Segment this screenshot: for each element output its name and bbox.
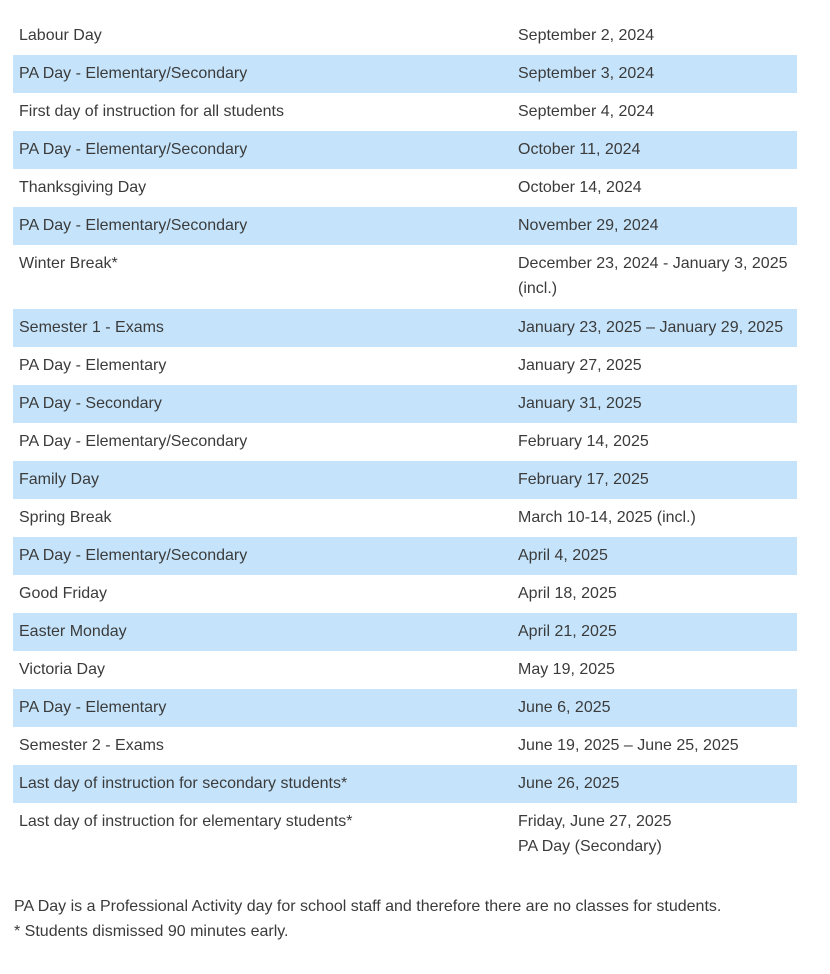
event-name: Last day of instruction for secondary students* <box>19 775 348 792</box>
calendar-row <box>13 309 797 347</box>
event-date: January 31, 2025 <box>518 395 642 412</box>
event-date-cell <box>512 803 797 867</box>
event-date-cell <box>512 727 797 765</box>
event-name: PA Day - Elementary/Secondary <box>19 547 248 564</box>
event-date: February 17, 2025 <box>518 471 649 488</box>
calendar-row <box>13 651 797 689</box>
calendar-row <box>13 93 797 131</box>
calendar-row <box>13 499 797 537</box>
event-name: PA Day - Elementary/Secondary <box>19 433 248 450</box>
event-name: PA Day - Elementary/Secondary <box>19 65 248 82</box>
event-date: September 4, 2024 <box>518 103 655 120</box>
event-name: PA Day - Elementary <box>19 357 167 374</box>
event-date-cell <box>512 765 797 803</box>
early-dismissal-note: * Students dismissed 90 minutes early. <box>14 923 289 940</box>
event-date-detail: (incl.) <box>518 280 558 297</box>
event-name: PA Day - Secondary <box>19 395 162 412</box>
event-date-cell <box>512 55 797 93</box>
event-date: June 19, 2025 – June 25, 2025 <box>518 737 739 754</box>
calendar-row <box>13 17 797 55</box>
event-date: September 3, 2024 <box>518 65 655 82</box>
event-name: Good Friday <box>19 585 108 602</box>
calendar-row <box>13 245 797 309</box>
event-name: Labour Day <box>19 27 102 44</box>
calendar-body <box>13 17 797 867</box>
calendar-row <box>13 537 797 575</box>
event-name: Spring Break <box>19 509 112 526</box>
event-date-cell <box>512 461 797 499</box>
school-calendar-table <box>13 17 797 867</box>
calendar-row <box>13 575 797 613</box>
calendar-row <box>13 207 797 245</box>
calendar-row <box>13 727 797 765</box>
event-date: October 14, 2024 <box>518 179 642 196</box>
event-date: November 29, 2024 <box>518 217 659 234</box>
event-date: February 14, 2025 <box>518 433 649 450</box>
event-name: Winter Break* <box>19 255 118 272</box>
event-name: Last day of instruction for elementary students* <box>19 813 353 830</box>
calendar-row <box>13 131 797 169</box>
event-date: Friday, June 27, 2025 <box>518 813 672 830</box>
event-name: Semester 2 - Exams <box>19 737 164 754</box>
event-date-cell <box>512 423 797 461</box>
event-date-cell <box>512 245 797 309</box>
event-date-cell <box>512 169 797 207</box>
event-name: Thanksgiving Day <box>19 179 147 196</box>
calendar-row <box>13 765 797 803</box>
event-date-cell <box>512 651 797 689</box>
event-date: January 27, 2025 <box>518 357 642 374</box>
calendar-row <box>13 423 797 461</box>
event-date: January 23, 2025 – January 29, 2025 <box>518 319 784 336</box>
event-name: Victoria Day <box>19 661 105 678</box>
event-date-cell <box>512 309 797 347</box>
event-name: Easter Monday <box>19 623 127 640</box>
event-date-cell <box>512 499 797 537</box>
event-date-detail: PA Day (Secondary) <box>518 838 662 855</box>
event-date-cell <box>512 537 797 575</box>
event-name: First day of instruction for all students <box>19 103 284 120</box>
event-name: PA Day - Elementary/Secondary <box>19 217 248 234</box>
event-date: April 21, 2025 <box>518 623 617 640</box>
event-date: June 6, 2025 <box>518 699 611 716</box>
event-date-cell <box>512 575 797 613</box>
event-date-cell <box>512 93 797 131</box>
event-date-cell <box>512 613 797 651</box>
event-date: June 26, 2025 <box>518 775 620 792</box>
calendar-row <box>13 803 797 867</box>
footnotes <box>14 894 721 944</box>
event-date: April 18, 2025 <box>518 585 617 602</box>
event-name: PA Day - Elementary <box>19 699 167 716</box>
event-date-cell <box>512 17 797 55</box>
event-date: March 10-14, 2025 (incl.) <box>518 509 696 526</box>
event-date: April 4, 2025 <box>518 547 608 564</box>
event-name: Semester 1 - Exams <box>19 319 164 336</box>
event-date-cell <box>512 131 797 169</box>
calendar-row <box>13 689 797 727</box>
calendar-row <box>13 613 797 651</box>
calendar-row <box>13 385 797 423</box>
event-date: May 19, 2025 <box>518 661 615 678</box>
event-date-cell <box>512 689 797 727</box>
event-name: Family Day <box>19 471 100 488</box>
event-date-cell <box>512 207 797 245</box>
event-date-cell <box>512 385 797 423</box>
event-date: December 23, 2024 - January 3, 2025 <box>518 255 788 272</box>
event-date-cell <box>512 347 797 385</box>
event-date: September 2, 2024 <box>518 27 655 44</box>
calendar-row <box>13 461 797 499</box>
event-date: October 11, 2024 <box>518 141 641 158</box>
calendar-row <box>13 347 797 385</box>
pa-day-note: PA Day is a Professional Activity day for school staff and therefore there are no classes for students. <box>14 898 722 915</box>
calendar-row <box>13 55 797 93</box>
calendar-row <box>13 169 797 207</box>
event-name: PA Day - Elementary/Secondary <box>19 141 248 158</box>
